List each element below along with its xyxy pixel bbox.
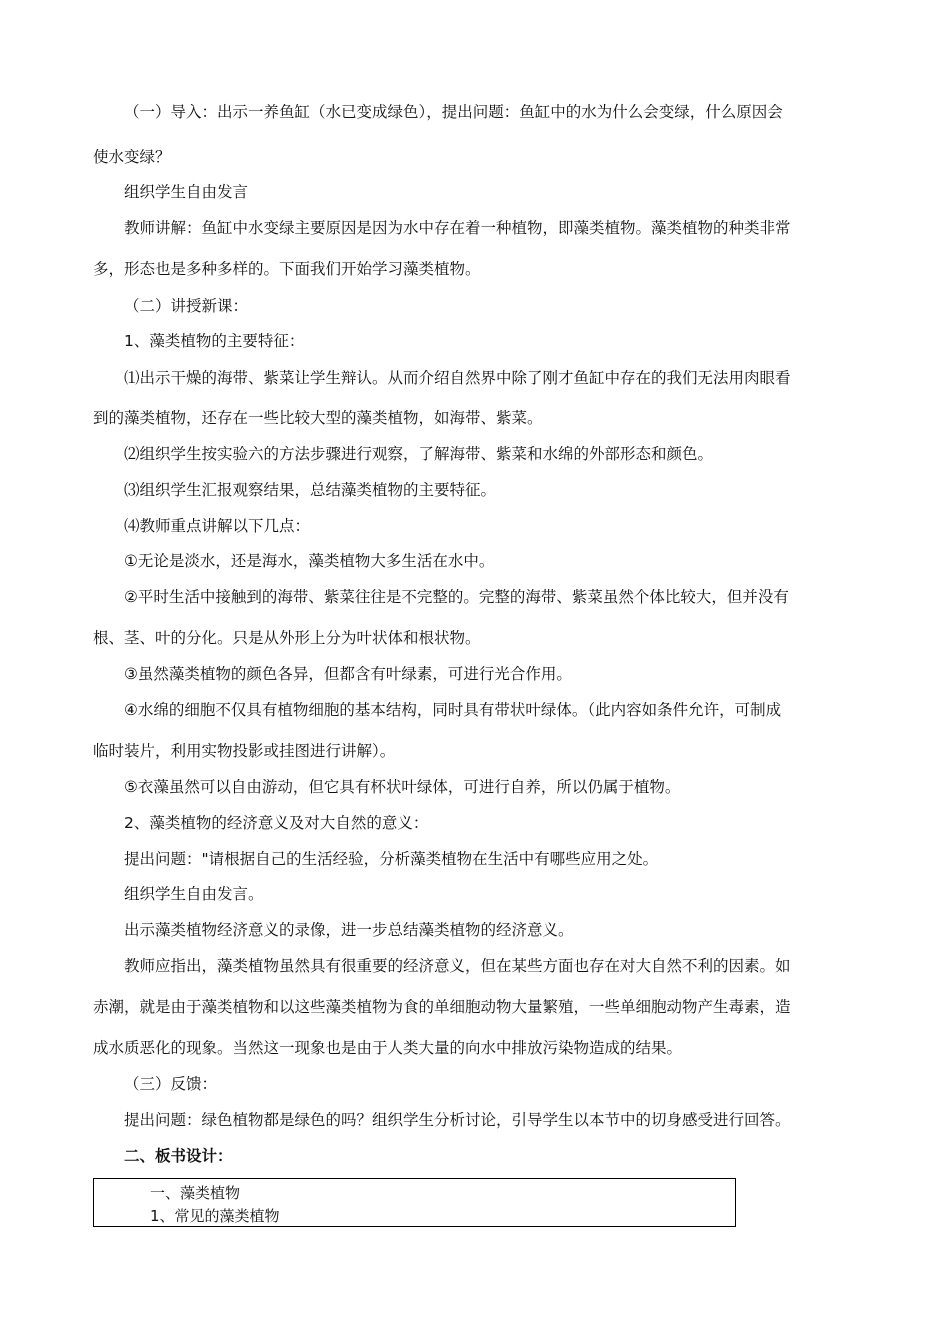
paragraph-line: （一）导入：出示一养鱼缸（水已变成绿色），提出问题：鱼缸中的水为什么会变绿，什么原因会 [124, 103, 783, 121]
board-line-2: 1、常见的藻类植物 [150, 1207, 280, 1225]
paragraph-line: ③虽然藻类植物的颜色各异，但都含有叶绿素，可进行光合作用。 [124, 665, 572, 683]
paragraph-line: 提出问题：绿色植物都是绿色的吗？组织学生分析讨论，引导学生以本节中的切身感受进行回答。 [124, 1111, 791, 1129]
paragraph-line: ⑤衣藻虽然可以自由游动，但它具有杯状叶绿体，可进行自养，所以仍属于植物。 [124, 778, 681, 796]
board-design-heading: 二、板书设计： [124, 1147, 233, 1165]
paragraph-line: 出示藻类植物经济意义的录像，进一步总结藻类植物的经济意义。 [124, 921, 574, 939]
paragraph-line: 提出问题："请根据自己的生活经验，分析藻类植物在生活中有哪些应用之处。 [124, 850, 659, 868]
subsection-heading: 2、藻类植物的经济意义及对大自然的意义： [124, 814, 429, 832]
paragraph-line: 组织学生自由发言 [124, 183, 249, 201]
section-heading: （三）反馈： [124, 1075, 218, 1093]
paragraph-line: 教师应指出，藻类植物虽然具有很重要的经济意义，但在某些方面也存在对大自然不利的因素。如 [124, 957, 791, 975]
paragraph-line: ②平时生活中接触到的海带、紫菜往往是不完整的。完整的海带、紫菜虽然个体比较大，但并没有 [124, 588, 789, 606]
paragraph-line: ⑴出示干燥的海带、紫菜让学生辩认。从而介绍自然界中除了刚才鱼缸中存在的我们无法用肉眼看 [124, 369, 791, 387]
subsection-heading: 1、藻类植物的主要特征： [124, 332, 305, 350]
section-heading: （二）讲授新课： [124, 297, 249, 315]
paragraph-line: 赤潮，就是由于藻类植物和以这些藻类植物为食的单细胞动物大量繁殖，一些单细胞动物产生毒素，造 [93, 998, 791, 1016]
paragraph-line: 临时装片，利用实物投影或挂图进行讲解）。 [93, 742, 396, 760]
paragraph-line: 教师讲解：鱼缸中水变绿主要原因是因为水中存在着一种植物，即藻类植物。藻类植物的种类非常 [124, 219, 791, 237]
paragraph-line: 使水变绿？ [93, 148, 171, 166]
paragraph-line: 成水质恶化的现象。当然这一现象也是由于人类大量的向水中排放污染物造成的结果。 [93, 1039, 683, 1057]
paragraph-line: 多，形态也是多种多样的。下面我们开始学习藻类植物。 [93, 260, 481, 278]
paragraph-line: 到的藻类植物，还存在一些比较大型的藻类植物，如海带、紫菜。 [93, 409, 543, 427]
paragraph-line: ⑵组织学生按实验六的方法步骤进行观察，了解海带、紫菜和水绵的外部形态和颜色。 [124, 445, 714, 463]
paragraph-line: 组织学生自由发言。 [124, 885, 264, 903]
paragraph-line: ①无论是淡水，还是海水，藻类植物大多生活在水中。 [124, 552, 495, 570]
board-line-1: 一、藻类植物 [150, 1184, 241, 1202]
paragraph-line: ④水绵的细胞不仅具有植物细胞的基本结构，同时具有带状叶绿体。（此内容如条件允许，可制成 [124, 701, 782, 719]
paragraph-line: ⑶组织学生汇报观察结果，总结藻类植物的主要特征。 [124, 481, 497, 499]
paragraph-line: ⑷教师重点讲解以下几点： [124, 517, 311, 535]
paragraph-line: 根、茎、叶的分化。只是从外形上分为叶状体和根状物。 [93, 629, 481, 647]
board-design-box [93, 1178, 736, 1227]
